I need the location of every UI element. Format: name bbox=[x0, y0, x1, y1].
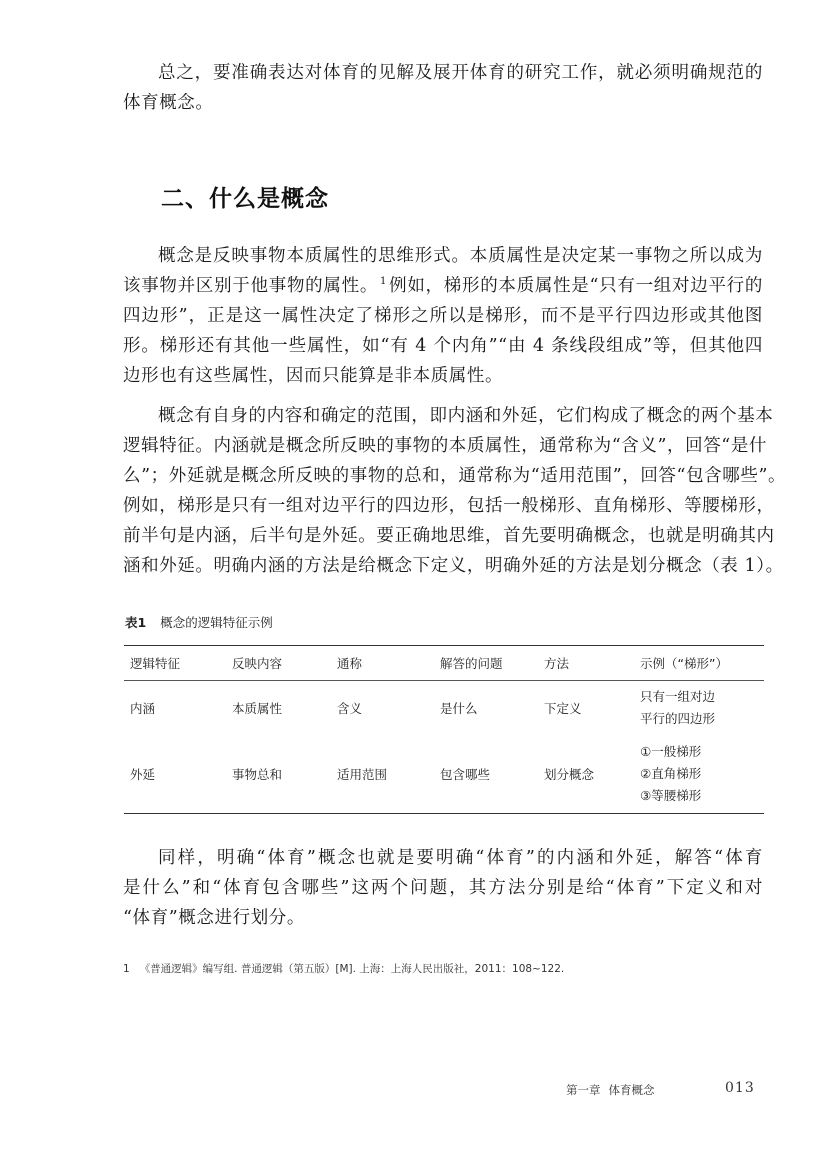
cell-method: 划分概念 bbox=[544, 767, 595, 782]
footnote-number: 1 bbox=[123, 963, 130, 975]
running-head bbox=[566, 1082, 655, 1098]
example-line: 只有一组对边 bbox=[640, 689, 716, 704]
intro-line-2: 体育概念。 bbox=[123, 93, 214, 113]
table-row bbox=[124, 681, 764, 736]
footnote-text: 《普通逻辑》编写组. 普通逻辑（第五版）[M]. 上海：上海人民出版社，2011：108~122. bbox=[139, 963, 565, 975]
definition-line-5: 边形也有这些属性，因而只能算是非本质属性。 bbox=[123, 366, 504, 386]
definition-line-2 bbox=[123, 271, 763, 301]
header-question: 解答的问题 bbox=[434, 646, 538, 681]
features-line-4: 例如，梯形是只有一组对边平行的四边形，包括一般梯形、直角梯形、等腰梯形， bbox=[123, 496, 775, 516]
sport-line-1: 同样，明确“体育”概念也就是要明确“体育”的内涵和外延，解答“体育 bbox=[158, 848, 763, 868]
table-caption-title: 概念的逻辑特征示例 bbox=[160, 615, 273, 630]
features-line-1: 概念有自身的内容和确定的范围，即内涵和外延，它们构成了概念的两个基本 bbox=[158, 406, 774, 426]
features-line-5: 前半句是内涵，后半句是外延。要正确地思维，首先要明确概念，也就是明确其内 bbox=[123, 526, 775, 546]
sport-line-3: “体育”概念进行划分。 bbox=[123, 908, 305, 928]
header-name: 通称 bbox=[331, 646, 434, 681]
logic-features-table bbox=[124, 645, 764, 814]
header-method: 方法 bbox=[538, 646, 634, 681]
cell-example bbox=[634, 681, 764, 736]
table-row bbox=[124, 735, 764, 814]
example-line: ②直角梯形 bbox=[640, 766, 702, 781]
features-paragraph bbox=[123, 401, 787, 581]
header-example: 示例（“梯形”） bbox=[634, 646, 764, 681]
cell-question: 是什么 bbox=[440, 701, 478, 716]
cell-name: 含义 bbox=[337, 701, 363, 716]
section-heading: 二、什么是概念 bbox=[161, 186, 329, 212]
footnote bbox=[123, 961, 564, 976]
definition-line-4: 形。梯形还有其他一些属性，如“有 4 个内角”“由 4 条线段组成”等，但其他四 bbox=[123, 336, 763, 356]
features-line-6: 涵和外延。明确内涵的方法是给概念下定义，明确外延的方法是划分概念（表 1）。 bbox=[123, 556, 784, 576]
cell-content: 事物总和 bbox=[232, 767, 283, 782]
intro-paragraph bbox=[123, 58, 763, 118]
sport-line-2: 是什么”和“体育包含哪些”这两个问题，其方法分别是给“体育”下定义和对 bbox=[123, 878, 763, 898]
page-number: 013 bbox=[725, 1080, 755, 1096]
cell-method: 下定义 bbox=[544, 701, 582, 716]
definition-paragraph bbox=[123, 241, 763, 391]
intro-line-1: 总之，要准确表达对体育的见解及展开体育的研究工作，就必须明确规范的 bbox=[158, 63, 763, 83]
cell-example bbox=[634, 735, 764, 814]
table-caption-label: 表1 bbox=[125, 615, 147, 630]
definition-line-2a: 该事物并区别于他事物的属性。 bbox=[123, 276, 379, 296]
table-header-row bbox=[124, 646, 764, 681]
definition-line-2b: 例如，梯形的本质属性是“只有一组对边平行的 bbox=[389, 276, 763, 296]
cell-content: 本质属性 bbox=[232, 701, 283, 716]
example-line: ①一般梯形 bbox=[640, 744, 702, 759]
cell-name: 适用范围 bbox=[337, 767, 388, 782]
example-line: ③等腰梯形 bbox=[640, 788, 702, 803]
running-head-chapter: 第一章 bbox=[566, 1083, 601, 1097]
sport-paragraph bbox=[123, 843, 763, 933]
footnote-reference: 1 bbox=[380, 276, 387, 288]
cell-feature: 内涵 bbox=[130, 701, 156, 716]
running-head-title: 体育概念 bbox=[608, 1083, 655, 1097]
header-content: 反映内容 bbox=[226, 646, 331, 681]
cell-question: 包含哪些 bbox=[440, 767, 491, 782]
table-caption bbox=[125, 613, 273, 631]
cell-feature: 外延 bbox=[130, 767, 156, 782]
definition-line-1: 概念是反映事物本质属性的思维形式。本质属性是决定某一事物之所以成为 bbox=[158, 246, 763, 266]
features-line-3: 么”；外延就是概念所反映的事物的总和，通常称为“适用范围”，回答“包含哪些”。 bbox=[123, 466, 787, 486]
example-line: 平行的四边形 bbox=[640, 711, 716, 726]
header-feature: 逻辑特征 bbox=[124, 646, 226, 681]
definition-line-3: 四边形”，正是这一属性决定了梯形之所以是梯形，而不是平行四边形或其他图 bbox=[123, 306, 763, 326]
features-line-2: 逻辑特征。内涵就是概念所反映的事物的本质属性，通常称为“含义”，回答“是什 bbox=[123, 436, 768, 456]
